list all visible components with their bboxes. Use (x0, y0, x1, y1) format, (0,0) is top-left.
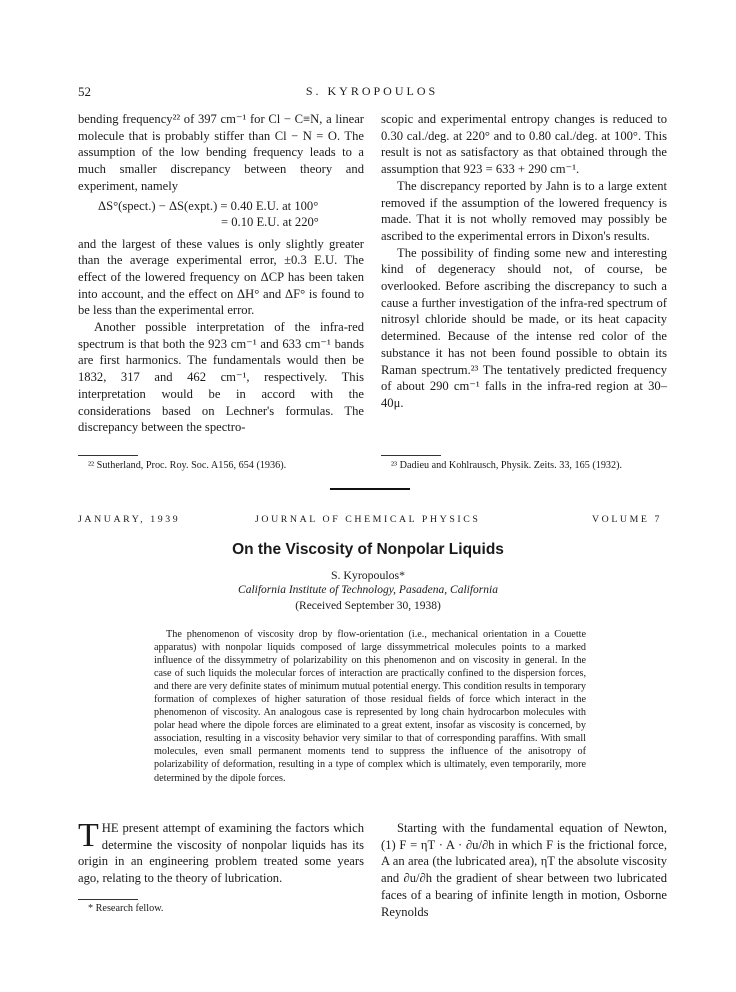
bottom-right-column (381, 820, 667, 920)
article-author: S. Kyropoulos* (330, 568, 406, 582)
footnote-rule (78, 899, 138, 900)
paragraph: Another possible interpretation of the infra-red spectrum is that both the 923 cm⁻¹ and 633 cm⁻¹ bands are first harmonics. The fundamentals would then be 1832, 317 and 462 cm⁻¹, respectively. This interpretation would be in accord with the considerations based on Lechner's formulas. The discrepancy between the spectro- (78, 320, 364, 435)
footnote-rule (381, 455, 441, 456)
abstract (154, 628, 586, 785)
paragraph: HE present attempt of examining the factors which determine the viscosity of nonpolar liquids has its origin in an engineering problem treated some years ago, relating to the theory of lubrication. (78, 821, 364, 886)
page-number: 52 (78, 84, 91, 99)
footnote: ²³ Dadieu and Kohlrausch, Physik. Zeits. 33, 165 (1932). (391, 460, 623, 471)
footnote: * Research fellow. (88, 903, 164, 914)
paragraph: Starting with the fundamental equation of Newton, (1) F = ηT · A · ∂u/∂h in which F is the frictional force, A an area (the lubricated area), ηT the absolute viscosity and ∂u/∂h the gradient of shear between two lubricated faces of a bearing of infinite length in motion, Osborne Reynolds (381, 821, 667, 919)
article-affiliation: California Institute of Technology, Pasadena, California (238, 584, 498, 596)
paragraph: The possibility of finding some new and interesting kind of degeneracy should not, of course, be overlooked. Before ascribing the discrepancy to such a cause a further investigation of the infra-red spectrum of nitrosyl chloride should be made, or its heat capacity determined. Because of the intense red color of the substance it has not been found possible to obtain its Raman spectrum.²³ The tentatively predicted frequency of about 290 cm⁻¹ falls in the infra-red region at 30–40μ. (381, 245, 667, 410)
top-right-column (381, 111, 667, 412)
abstract-text: The phenomenon of viscosity drop by flow-orientation (i.e., mechanical orientation in a Couette apparatus) with nonpolar liquids composed of large dissymmetrical molecules points to a marked influence of the dissymmetry of polarizability on this phenomenon and on viscosity in general. In the case of such liquids the molecular forces of interaction are practically confined to the dispersion forces, and there are very definite states of minimum mutual potential energy. This condition results in temporary formation of complexes of higher saturation of those residual fields of force which interact in the phenomenon of viscosity. An analogous case is represented by long chain hydrocarbon molecules with polar head where the dipole forces are eliminated to a great extent, insofar as viscosity is concerned, by association, resulting in a viscosity behavior very similar to that of corresponding paraffins. With small molecules, even small permanent moments tend to suppress the influence of the anisotropy of polarizability of deformation, resulting in a type of complex which is ultimately, even temporarily, more determined by the dipole forces. (154, 629, 586, 784)
article-title: On the Viscosity of Nonpolar Liquids (232, 541, 504, 558)
running-head (78, 84, 666, 102)
top-left-column (78, 111, 364, 436)
section-separator (330, 488, 410, 490)
paragraph: and the largest of these values is only slightly greater than the average experimental error, ±0.3 E.U. The effect of the lowered frequency on ΔCP has been taken into account, and the effect on ΔH° and ΔF° is found to be less than the experimental error. (78, 236, 364, 318)
equation-line: = 0.10 E.U. at 220° (221, 214, 319, 229)
journal-volume: VOLUME 7 (592, 514, 663, 525)
bottom-left-column (78, 817, 364, 887)
footnote-rule (78, 455, 138, 456)
drop-cap: T (78, 817, 99, 854)
received-date: (Received September 30, 1938) (295, 600, 441, 612)
paragraph: bending frequency²² of 397 cm⁻¹ for Cl − C≡N, a linear molecule that is probably stiffer than Cl − N = O. The assumption of the low bending frequency leads to a much smaller discrepancy between theory and experiment, namely (78, 112, 364, 193)
footnote: ²² Sutherland, Proc. Roy. Soc. A156, 654 (1936). (88, 460, 287, 471)
equation-line: ΔS°(spect.) − ΔS(expt.) = 0.40 E.U. at 100° (98, 198, 319, 213)
journal-date: JANUARY, 1939 (78, 514, 181, 525)
running-title: S. KYROPOULOS (305, 84, 439, 98)
journal-name: JOURNAL OF CHEMICAL PHYSICS (255, 514, 481, 525)
paragraph: scopic and experimental entropy changes is reduced to 0.30 cal./deg. at 220° and to 0.80 cal./deg. at 100°. This result is not as satisfactory as that obtained through the assumption that 923 = 633 + 290 cm⁻¹. (381, 112, 667, 177)
paragraph: The discrepancy reported by Jahn is to a large extent removed if the assumption of the lowered frequency is made. That it is not wholly removed may possibly be ascribed to the experimental errors in Dixon's results. (381, 178, 667, 243)
